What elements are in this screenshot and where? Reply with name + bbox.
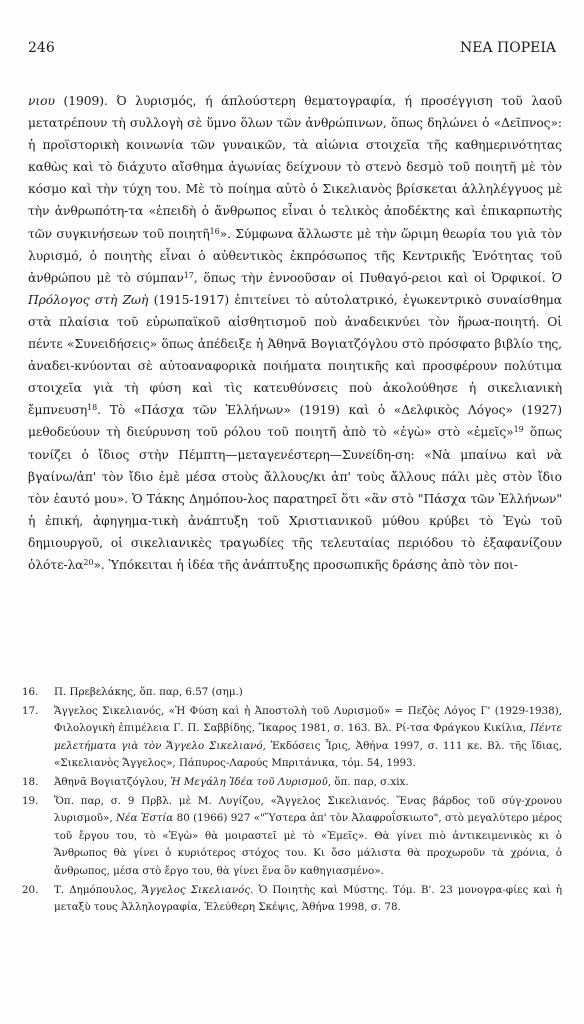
text-segment: ». Σύμφωνα ἄλλωστε μὲ τὴν ὥριμη θεωρία του γιὰ τὸν λυρισμό, ὁ ποιητὴς εἶναι ὁ αὐθεντικὸς ἐκπρόσωπος τῆς Κεντρικῆς Ἑνότητας τοῦ ἀνθρώπου μὲ τὸ σύμπαν [28, 226, 562, 285]
text-segment: νιου [28, 94, 55, 108]
footnote-ref-20[interactable]: 20 [83, 557, 94, 567]
text-segment: , ὅπως τὴν ἐννοοῦσαν οἱ Πυθαγό-ρειοι καὶ οἱ Ὀρφικοί. [193, 270, 552, 285]
footnote-ref-17[interactable]: 17 [183, 270, 194, 280]
footnote-item [22, 774, 562, 792]
text-segment: (1909). Ό λυρισμός, ή άπλούστερη θεματογραφία, ή προσέγγιση τοῦ λαοῦ μετατρέπουν τὴ συλλογὴ σὲ ὕμνο ὅλων τῶν ἀνθρώπινων, ὅπως δηλώνει ὁ «Δεῖπνος»: ἡ προϊστορικὴ κοινωνία τῶν γυναικῶν, τὰ αἰώνια στοιχεῖα τῆς καθημερινότητας καθὼς καὶ τὸ διάχυτο αἴσθημα ἀγωνίας δείχνουν τὸ στενὸ δεσμὸ τοῦ ποιητῆ μὲ τὸν κόσμο καὶ τὴν τύχη του. Μὲ τὸ ποίημα αὐτὸ ὁ Σικελιανὸς βρίσκεται ἀλληλέγγυος μὲ τὴν ἀνθρωπότη-τα «ἐπειδὴ ὁ ἄνθρωπος εἶναι ὁ τελικὸς ἀποδέκτης καὶ ἐπικαρπωτὴς τῶν συγκινήσεων τοῦ ποιητῆ [28, 94, 562, 241]
footnote-item [22, 793, 562, 881]
footnote-text-segment: Πέντε μελετήματα γιὰ τὸν Ἄγγελο Σικελιανό [54, 722, 562, 752]
journal-title: ΝΕΑ ΠΟΡΕΙΑ [460, 40, 556, 56]
work-title: Ὁ Πρόλογος στὴ Ζωὴ [28, 270, 562, 307]
footnote-text-segment: Ἀθηνᾶ Βογιατζόγλου, [54, 775, 171, 788]
footnote-text-segment: Ἄγγελος Σικελιανός, «Ἡ Φύση καὶ ἡ Ἀποστολὴ τοῦ Λυρισμοῦ» = Πεζὸς Λόγος Γ' (1929-1938), Φιλολογικὴ ἐπιμέλεια Γ. Π. Σαββίδης, Ἴκαρος 1981, σ. 163. Βλ. Ρί-τσα Φράγκου Κικίλια, [54, 704, 562, 735]
footnote-number: 16. [22, 686, 39, 698]
footnote-number: 20. [22, 883, 39, 896]
footnote-item [22, 882, 562, 917]
text-segment: ὅπως τονίζει ὁ ἴδιος στὴν Πέμπτη—μεταγενέστερη—Συνείδη-ση: «Νὰ μπαίνω καὶ νὰ βγαίνω/ἀπ' τὸν ἴδιο ἐμὲ μέσα στοὺς ἄλλους/κι ἀπ' τοὺς ἄλλους πάλι μὲς στὸν ἴδιο τὸν ἑαυτό μου». Ὁ Τάκης Δημόπου-λος παρατηρεῖ ὅτι «ἂν στὸ "Πάσχα τῶν Ἑλλήνων" ἡ ἐπική, ἀφηγημα-τικὴ ἀνάπτυξη τοῦ Χριστιανικοῦ μύθου κρύβει τὸ Ἐγὼ τοῦ δημιουργοῦ, οἱ σικελιανικὲς τραγωδίες τῆς τελευταίας περιόδου τὸ ἐξαφανίζουν ὁλότε-λα [28, 425, 562, 572]
footnote-text [54, 684, 562, 702]
footnote-text-segment: Π. Πρεβελάκης, ὅπ. παρ, 6.57 (σημ.) [54, 686, 243, 698]
footnote-text-segment: Ὅπ. παρ, σ. 9 Πρβλ. μὲ Μ. Λυγίζου, «Ἄγγελος Σικελιανός. Ἕνας βάρδος τοῦ σύγ-χρονου λυρισμοῦ», [54, 794, 562, 825]
footnote-text-segment: Τ. Δημόπουλος, [54, 883, 142, 896]
footnote-ref-19[interactable]: 19 [513, 425, 524, 435]
footnote-text [54, 703, 562, 773]
footnote-item [22, 684, 562, 702]
footnote-text-segment: Νέα Ἑστία [116, 812, 174, 825]
body-paragraph [28, 90, 562, 576]
footnote-ref-16[interactable]: 16 [209, 226, 220, 236]
footnote-item [22, 703, 562, 773]
footnote-number: 18. [22, 775, 39, 788]
footnote-text-segment: Ἄγγελος Σικελιανός [141, 883, 251, 896]
footnote-text-segment: 80 (1966) 927 «"Ὕστερα ἀπ' τὸν Ἀλαφροΐσκιωτο", στὸ μεγαλύτερο μέρος τοῦ ἔργου του, τὸ «Ἐγὼ» θὰ μοιραστεῖ μὲ τὸ «Ἐμεῖς». Θὰ γίνει πιὸ ἀντικειμενικὸς κι ὁ Ἄνθρωπος θὰ γίνει ὁ κυριότερος στόχος του. Κι ὅσο μάλιστα θὰ προχωροῦν τὰ χρόνια, ὁ ἄνθρωπος, μέσα στὸ ἔργο του, θὰ γίνει ἕνα ὂν καθηγιασμένο». [54, 812, 562, 877]
footnote-text-segment: . Ὁ Ποιητὴς καὶ Μύστης. Τόμ. Β'. 23 μονογρα-φίες καὶ ἡ μεταξὺ τους Ἀλληλογραφία, Ἐλεύθερη Σκέψις, Ἀθήνα 1998, σ. 78. [54, 883, 562, 914]
footnote-number: 17. [22, 704, 39, 717]
page-number: 246 [28, 40, 55, 56]
footnote-text [54, 774, 562, 792]
text-segment: . Τὸ «Πάσχα τῶν Ἑλλήνων» (1919) καὶ ὁ «Δελφικὸς Λόγος» (1927) μεθοδεύουν τὴ διεύρυνση τοῦ ρόλου τοῦ ποιητῆ ἀπὸ τὸ «ἐγὼ» στὸ «ἐμεῖς» [28, 403, 562, 440]
text-segment: ». Ὑπόκειται ἡ ἰδέα τῆς ἀνάπτυξης προσωπικῆς δράσης ἀπὸ τὸν ποι- [93, 557, 518, 572]
footnote-number: 19. [22, 794, 39, 807]
main-text [28, 90, 562, 576]
footnote-text-segment: , ὅπ. παρ, σ.xix. [327, 775, 409, 788]
text-segment: (1915-1917) ἐπιτείνει τὸ αὐτολατρικό, ἐγωκεντρικὸ συναίσθημα στὰ πλαίσια τοῦ εὐρωπαϊκοῦ αἰσθητισμοῦ ποὺ ἀναδεικνύει τὸν ἥρωα-ποιητή. Οἱ πέντε «Συνειδήσεις» ὅπως ἀπέδειξε ἡ Ἀθηνᾶ Βογιατζόγλου στὸ πρόσφατο βιβλίο της, ἀναδει-κνύονται σὲ αὐτοαναφορικὰ ποιήματα ποιητικῆς καὶ προσφέρουν πολύτιμα στοιχεῖα γιὰ τὴ φύση καὶ τὶς κατευθύνσεις ποὺ ἀκολούθησε ἡ σικελιανικὴ ἔμπνευση [28, 292, 562, 418]
footnote-text [54, 793, 562, 881]
footnote-text-segment: , Ἐκδόσεις Ἶρις, Ἀθήνα 1997, σ. 111 κε. Βλ. τῆς ἴδιας, «Σικελιανὸς Ἄγγελος», Πάπυρος-Λαρούς Μπριτάνικα, τόμ. 54, 1993. [54, 739, 562, 770]
footnote-text [54, 882, 562, 917]
footnotes [22, 684, 562, 918]
footnote-text-segment: Ἡ Μεγάλη Ἰδέα τοῦ Λυρισμοῦ [170, 775, 328, 788]
running-header [28, 40, 556, 56]
footnote-ref-18[interactable]: 18 [87, 403, 98, 413]
